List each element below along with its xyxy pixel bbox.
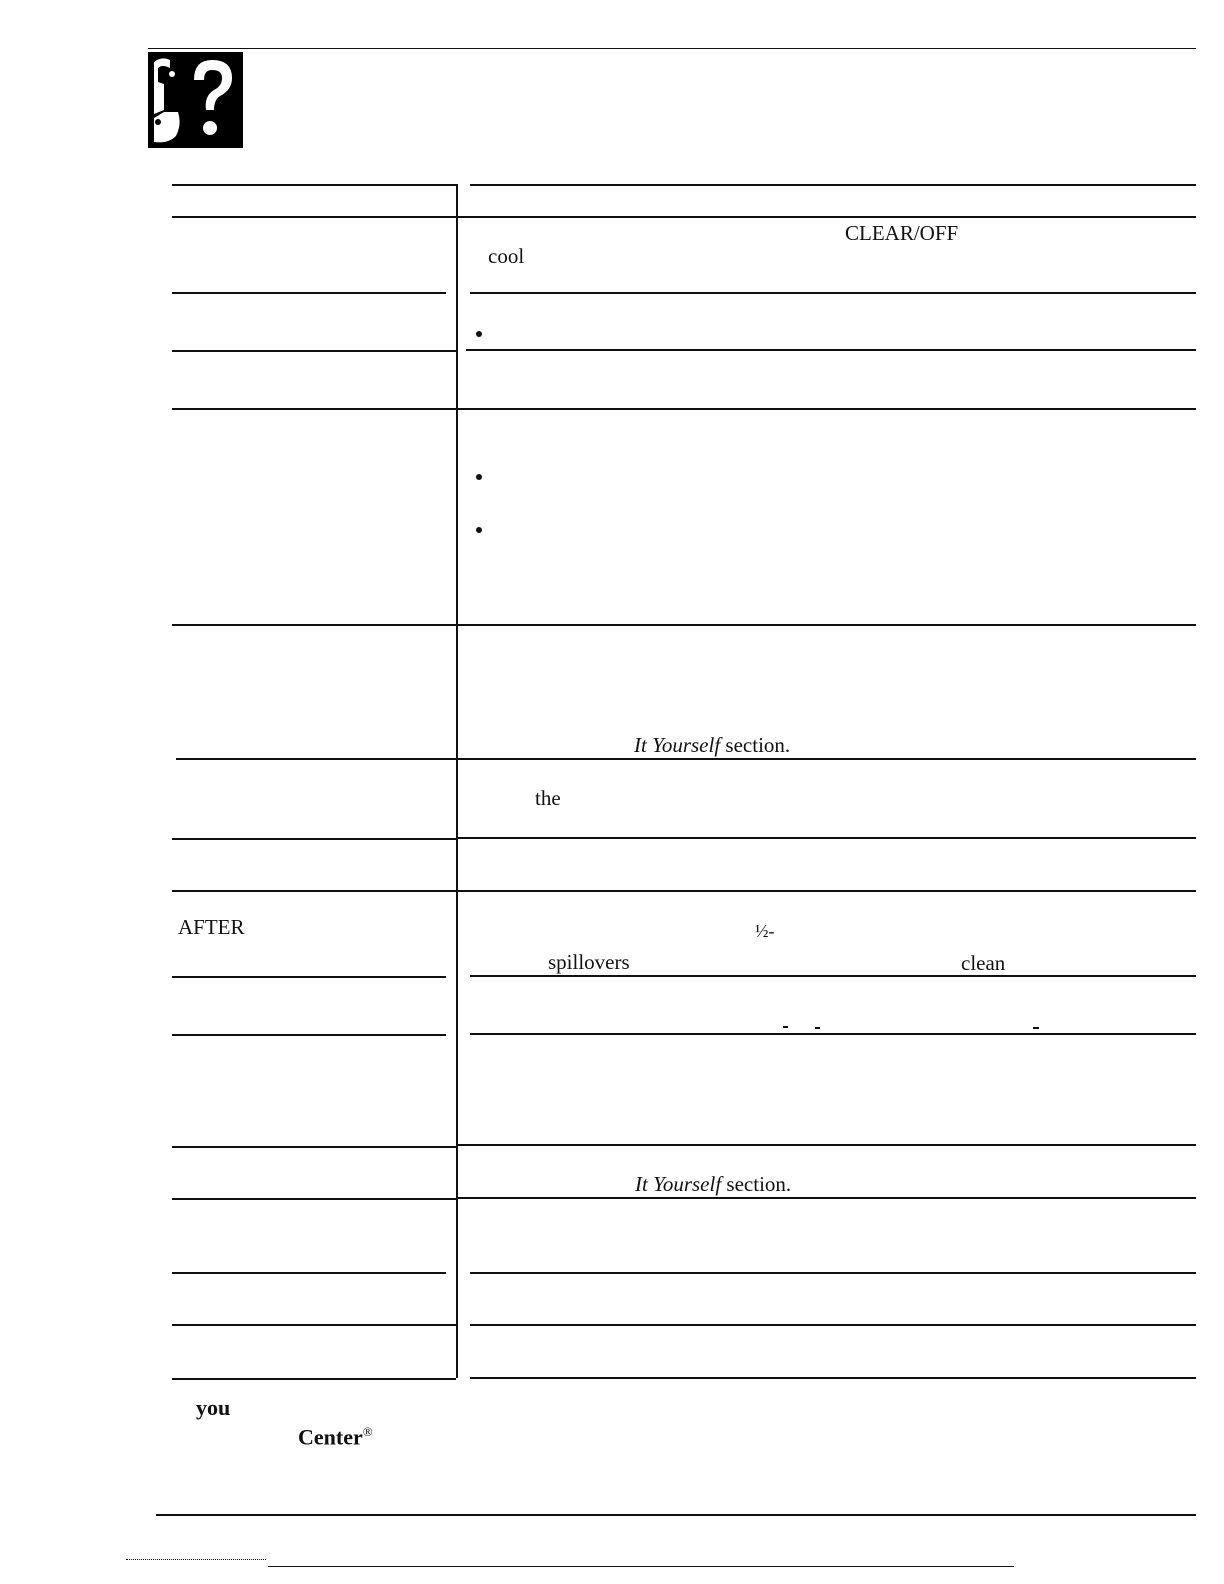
left-rule	[172, 408, 456, 410]
left-rule	[172, 292, 446, 294]
right-rule	[466, 349, 1196, 351]
clear-off-text: CLEAR/OFF	[845, 221, 959, 245]
right-rule	[456, 216, 1196, 218]
dash-mark	[783, 1026, 788, 1028]
header-rule	[148, 48, 1196, 49]
right-rule	[456, 408, 1196, 410]
right-rule	[470, 184, 1196, 186]
bottom-edge-rule-dotted	[126, 1559, 266, 1560]
footer-rule	[156, 1514, 1196, 1516]
left-rule	[172, 1324, 456, 1326]
face-question-icon	[148, 52, 243, 148]
right-rule	[470, 1033, 1196, 1035]
right-rule	[470, 975, 1196, 977]
left-rule	[172, 350, 456, 352]
right-rule	[456, 1144, 1196, 1146]
footer-you-text: you	[196, 1395, 231, 1420]
dash-mark	[1033, 1027, 1039, 1029]
right-rule	[456, 758, 1196, 760]
bullet	[476, 474, 482, 480]
right-rule	[470, 1272, 1196, 1274]
right-rule	[456, 1197, 1196, 1199]
left-rule	[172, 1146, 456, 1148]
left-rule	[172, 890, 456, 892]
bullet	[476, 527, 482, 533]
left-rule	[172, 1034, 446, 1036]
left-rule	[172, 184, 456, 186]
left-rule	[172, 838, 456, 840]
half-text: ½-	[755, 921, 775, 941]
right-rule	[470, 1377, 1196, 1379]
the-text: the	[535, 786, 561, 810]
header-logo	[148, 52, 243, 148]
left-rule	[172, 624, 456, 626]
left-rule	[172, 1198, 456, 1200]
right-rule	[470, 292, 1196, 294]
left-rule	[172, 1378, 456, 1380]
right-rule	[456, 624, 1196, 626]
left-rule	[172, 976, 446, 978]
dash-mark	[815, 1027, 820, 1029]
left-rule	[176, 758, 456, 760]
left-rule	[172, 216, 456, 218]
it-yourself-reference: It Yourself section.	[635, 1172, 792, 1196]
right-rule	[470, 1324, 1196, 1326]
right-rule	[456, 890, 1196, 892]
cool-text: cool	[488, 244, 525, 268]
after-text: AFTER	[178, 915, 245, 939]
it-yourself-reference: It Yourself section.	[634, 733, 791, 757]
bottom-edge-rule	[268, 1566, 1014, 1567]
spillovers-text: spillovers	[548, 950, 630, 974]
right-rule	[456, 837, 1196, 839]
footer-center-text: Center®	[298, 1424, 373, 1450]
bullet	[476, 331, 482, 337]
left-rule	[172, 1272, 446, 1274]
clean-text: clean	[961, 951, 1006, 975]
